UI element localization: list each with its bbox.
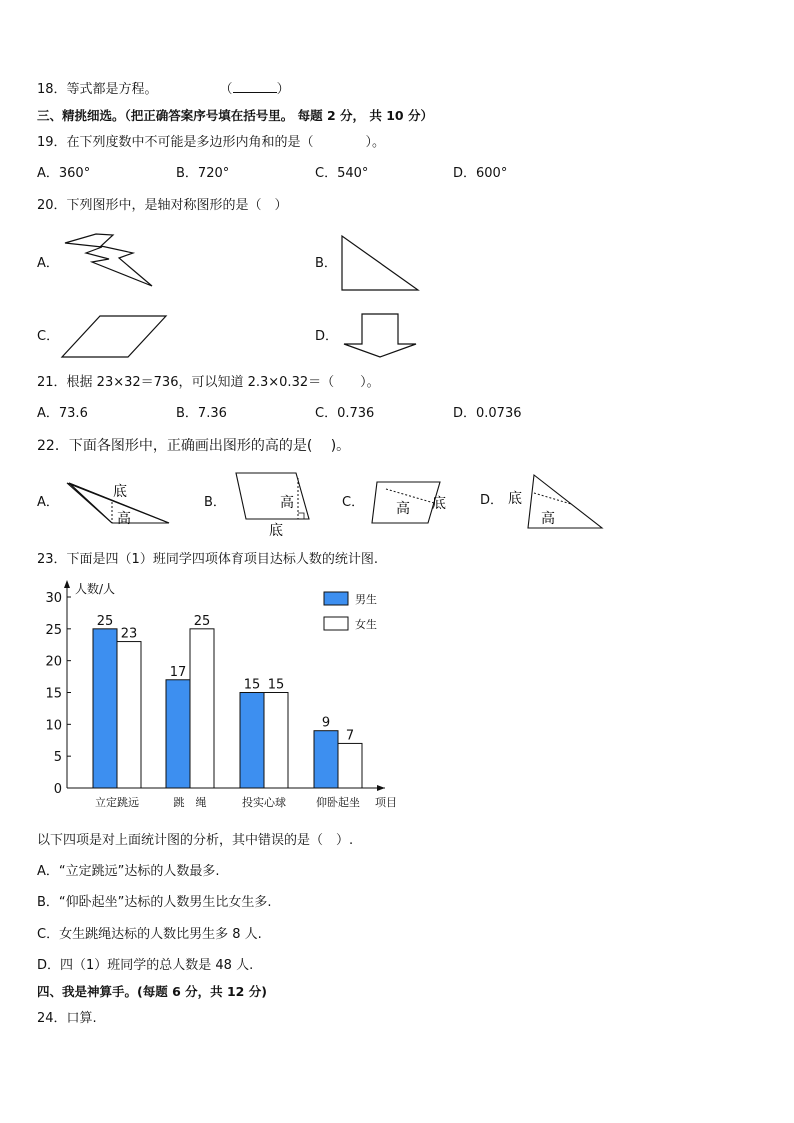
y-tick-label: 30: [45, 591, 62, 606]
section3-title: 三、精挑细选。（把正确答案序号填在括号里。 每题 2 分， 共 10 分）: [37, 108, 433, 123]
q23-bar-chart: [0, 570, 794, 820]
category-label: 立定跳远: [95, 796, 139, 809]
q23-analysis-prompt: 以下四项是对上面统计图的分析，其中错误的是（ ）.: [37, 833, 354, 848]
bar-boys: [314, 731, 338, 788]
q22-figure-b: [236, 473, 309, 539]
q20-label-d[interactable]: D．: [315, 329, 339, 344]
q22-figure-a: [67, 483, 169, 527]
legend-swatch-girls: [324, 617, 348, 630]
q22-figure-d: [508, 475, 602, 528]
q20-label-a[interactable]: A．: [37, 256, 59, 271]
bar-boys: [93, 629, 117, 788]
category-label: 仰卧起坐: [316, 796, 360, 809]
q21-text: 21．根据 23×32＝736，可以知道 2.3×0.32＝（ ）。: [37, 375, 380, 390]
legend-label-girls: 女生: [355, 618, 377, 631]
x-axis-arrow: [377, 785, 385, 791]
right-triangle-shape: [342, 236, 418, 290]
q21-option-b[interactable]: B．7.36: [176, 406, 227, 421]
q22-c-height-label: 高: [396, 501, 410, 517]
x-axis-label: 项目: [375, 796, 397, 809]
chart-legend: [324, 592, 377, 631]
q22-a-height-label: 高: [117, 511, 131, 527]
bar-girls: [190, 629, 214, 788]
bar-boys: [240, 693, 264, 789]
q19-text: 19．在下列度数中不可能是多边形内角和的是（ ）。: [37, 135, 386, 150]
q18-paren-open: （: [219, 82, 233, 97]
bar-girls: [264, 693, 288, 789]
q18-text: 18．等式都是方程。: [37, 82, 158, 97]
q22-b-height-label: 高: [280, 495, 294, 511]
q20-text: 20．下列图形中，是轴对称图形的是（ ）: [37, 198, 288, 213]
category-label: 跳 绳: [173, 796, 207, 809]
q19-option-a[interactable]: A．360°: [37, 166, 91, 181]
parallelogram-shape: [62, 316, 166, 357]
q22-figures: [0, 465, 794, 540]
chart-bars: [93, 626, 362, 788]
data-label-girls: 15: [267, 677, 285, 693]
q21-option-c[interactable]: C．0.736: [315, 406, 375, 421]
q22-text: 22．下面各图形中，正确画出图形的高的是( )。: [37, 438, 351, 454]
bar-girls: [338, 743, 362, 788]
bar-girls: [117, 642, 141, 788]
y-axis-arrow: [64, 580, 70, 588]
bar-boys: [166, 680, 190, 788]
data-label-girls: 23: [120, 626, 138, 642]
section4-title: 四、我是神算手。(每题 6 分，共 12 分): [37, 984, 267, 999]
q23-option-c[interactable]: C．女生跳绳达标的人数比男生多 8 人.: [37, 927, 262, 942]
q20-figures: [0, 0, 794, 370]
q22-b-base-label: 底: [269, 523, 283, 539]
y-tick-label: 5: [53, 750, 62, 766]
q19-option-c[interactable]: C．540°: [315, 166, 369, 181]
lightning-shape: [65, 234, 152, 286]
y-axis-label: 人数/人: [75, 582, 116, 596]
legend-swatch-boys: [324, 592, 348, 605]
data-label-boys: 9: [321, 715, 331, 731]
q22-label-c[interactable]: C．: [342, 495, 365, 510]
q21-option-d[interactable]: D．0.0736: [453, 406, 522, 421]
data-label-girls: 25: [193, 613, 211, 629]
q21-option-a[interactable]: A．73.6: [37, 406, 88, 421]
q23-option-a[interactable]: A．“立定跳远”达标的人数最多.: [37, 864, 220, 879]
q22-label-a[interactable]: A．: [37, 495, 59, 510]
data-label-girls: 7: [345, 728, 355, 744]
y-tick-label: 10: [45, 718, 62, 734]
q23-option-d[interactable]: D．四（1）班同学的总人数是 48 人.: [37, 958, 254, 973]
y-tick-label: 25: [45, 622, 62, 638]
q20-label-b[interactable]: B．: [315, 256, 337, 271]
y-tick-label: 0: [53, 782, 62, 797]
data-label-boys: 17: [169, 664, 187, 680]
q22-a-base-label: 底: [113, 484, 127, 500]
y-tick-label: 20: [45, 654, 62, 670]
q23-text: 23．下面是四（1）班同学四项体育项目达标人数的统计图.: [37, 552, 378, 567]
q19-option-d[interactable]: D．600°: [453, 166, 508, 181]
q22-d-height-label: 高: [541, 511, 555, 527]
data-label-boys: 25: [96, 613, 114, 629]
q22-d-base-label: 底: [508, 491, 522, 507]
q18-paren-close: ）: [276, 82, 290, 97]
data-label-boys: 15: [243, 677, 261, 693]
category-label: 投实心球: [242, 796, 286, 809]
q22-c-base-label: 底: [432, 496, 446, 512]
q22-figure-c: [372, 482, 446, 523]
legend-label-boys: 男生: [355, 593, 377, 606]
q20-label-c[interactable]: C．: [37, 329, 60, 344]
q24-text: 24．口算.: [37, 1011, 97, 1026]
q19-option-b[interactable]: B．720°: [176, 166, 230, 181]
down-arrow-shape: [344, 314, 416, 357]
q22-label-d[interactable]: D．: [480, 493, 504, 508]
y-tick-label: 15: [45, 686, 62, 702]
q22-label-b[interactable]: B．: [204, 495, 226, 510]
q23-option-b[interactable]: B．“仰卧起坐”达标的人数男生比女生多.: [37, 895, 272, 910]
